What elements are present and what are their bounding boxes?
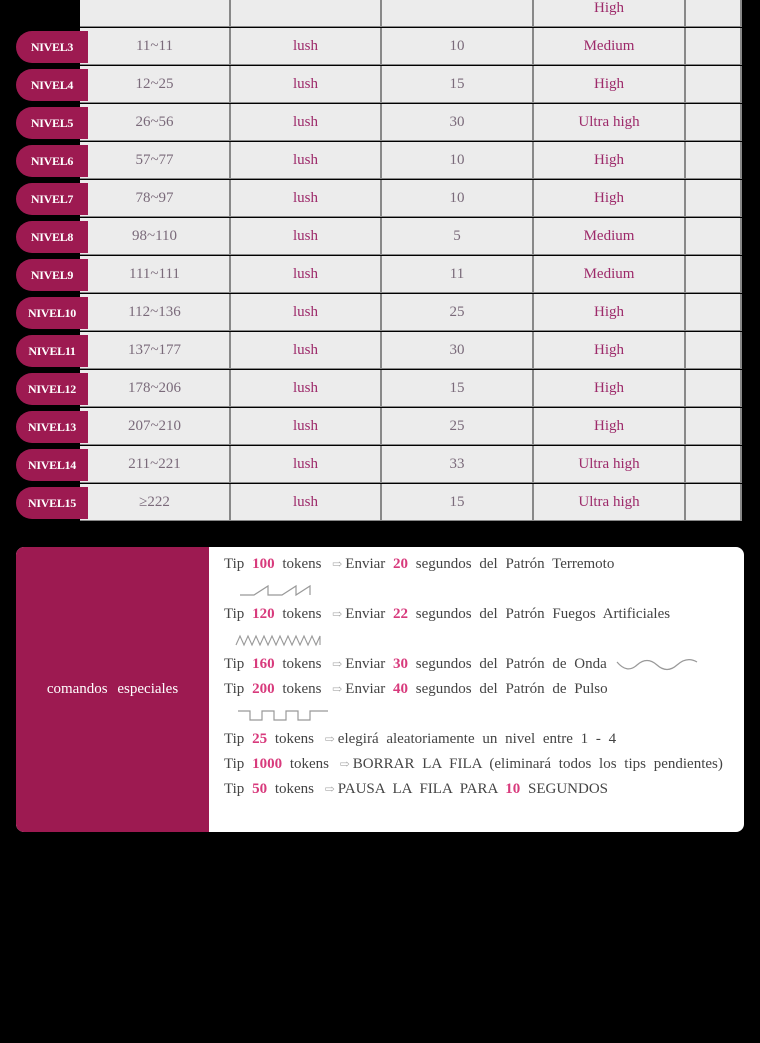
sawtooth-icon: [224, 577, 734, 602]
level-range-cell: 26~56: [80, 104, 231, 141]
special-commands-label: comandos especiales: [16, 547, 209, 832]
square-wave-icon: [224, 702, 734, 727]
level-intensity-cell: High: [534, 0, 686, 27]
level-extra-cell: [686, 256, 742, 293]
level-range-cell: [80, 0, 231, 27]
level-badge: NIVEL7: [16, 183, 88, 215]
level-row: [16, 180, 742, 218]
level-row: [16, 370, 742, 408]
sine-wave-icon: [615, 658, 699, 672]
command-unit: tokens: [289, 756, 329, 772]
command-action: elegirá aleatoriamente un nivel entre 1 - 4: [337, 731, 617, 747]
command-amount: 120: [252, 606, 275, 622]
level-extra-cell: [686, 28, 742, 65]
command-value: 22: [393, 606, 409, 622]
level-row: [16, 218, 742, 256]
level-intensity-cell: Ultra high: [534, 484, 686, 521]
level-extra-cell: [686, 332, 742, 369]
level-range-cell: ≥222: [80, 484, 231, 521]
level-extra-cell: [686, 294, 742, 331]
level-pattern-cell: lush: [231, 104, 382, 141]
level-range-cell: 211~221: [80, 446, 231, 483]
level-pattern-cell: lush: [231, 408, 382, 445]
arrow-icon: ⇨: [332, 657, 343, 671]
command-unit: tokens: [274, 781, 314, 797]
command-action: Enviar: [345, 681, 386, 697]
level-seconds-cell: 30: [382, 332, 534, 369]
command-amount: 200: [252, 681, 275, 697]
command-prefix: Tip: [224, 656, 245, 672]
command-line: [224, 652, 734, 677]
command-value: 10: [505, 781, 521, 797]
special-commands-panel: [16, 547, 744, 832]
level-pattern-cell: lush: [231, 256, 382, 293]
arrow-icon: ⇨: [339, 757, 350, 771]
level-extra-cell: [686, 218, 742, 255]
level-pattern-cell: lush: [231, 370, 382, 407]
command-line: [224, 552, 734, 577]
command-suffix: segundos del Patrón Fuegos Artificiales: [415, 606, 671, 622]
level-seconds-cell: 25: [382, 294, 534, 331]
level-pattern-cell: lush: [231, 484, 382, 521]
level-extra-cell: [686, 446, 742, 483]
command-action: PAUSA LA FILA PARA: [337, 781, 498, 797]
command-amount: 25: [252, 731, 268, 747]
arrow-icon: ⇨: [332, 682, 343, 696]
level-range-cell: 111~111: [80, 256, 231, 293]
level-seconds-cell: 10: [382, 142, 534, 179]
level-extra-cell: [686, 0, 742, 27]
level-range-cell: 57~77: [80, 142, 231, 179]
level-intensity-cell: Medium: [534, 218, 686, 255]
level-intensity-cell: High: [534, 332, 686, 369]
level-seconds-cell: 25: [382, 408, 534, 445]
level-row: [16, 332, 742, 370]
level-row: [16, 256, 742, 294]
command-amount: 160: [252, 656, 275, 672]
level-badge: NIVEL5: [16, 107, 88, 139]
command-prefix: Tip: [224, 756, 245, 772]
command-action: Enviar: [345, 556, 386, 572]
level-row: [16, 446, 742, 484]
command-amount: 50: [252, 781, 268, 797]
level-intensity-cell: High: [534, 294, 686, 331]
level-intensity-cell: High: [534, 180, 686, 217]
command-value: 20: [393, 556, 409, 572]
level-badge: NIVEL4: [16, 69, 88, 101]
level-seconds-cell: 5: [382, 218, 534, 255]
level-pattern-cell: lush: [231, 332, 382, 369]
level-badge: NIVEL11: [16, 335, 88, 367]
level-extra-cell: [686, 142, 742, 179]
level-pattern-cell: lush: [231, 66, 382, 103]
arrow-icon: ⇨: [324, 732, 335, 746]
command-value: 30: [393, 656, 409, 672]
command-suffix: SEGUNDOS: [528, 781, 609, 797]
level-pattern-cell: lush: [231, 446, 382, 483]
level-row: [16, 484, 742, 522]
command-prefix: Tip: [224, 731, 245, 747]
level-intensity-cell: High: [534, 66, 686, 103]
level-pattern-cell: [231, 0, 382, 27]
special-commands-list: [224, 552, 734, 802]
level-seconds-cell: 33: [382, 446, 534, 483]
level-extra-cell: [686, 180, 742, 217]
command-unit: tokens: [282, 656, 322, 672]
command-action: Enviar: [345, 606, 386, 622]
level-seconds-cell: 30: [382, 104, 534, 141]
command-line: [224, 602, 734, 627]
level-row: [16, 294, 742, 332]
command-action: BORRAR LA FILA (eliminará todos los tips pendientes): [352, 756, 723, 772]
level-extra-cell: [686, 66, 742, 103]
command-suffix: segundos del Patrón Terremoto: [415, 556, 615, 572]
level-row: [16, 66, 742, 104]
command-line: [224, 727, 734, 752]
level-seconds-cell: [382, 0, 534, 27]
level-row: [16, 104, 742, 142]
command-unit: tokens: [274, 731, 314, 747]
command-prefix: Tip: [224, 606, 245, 622]
level-range-cell: 178~206: [80, 370, 231, 407]
level-row: [16, 28, 742, 66]
command-prefix: Tip: [224, 556, 245, 572]
arrow-icon: ⇨: [332, 607, 343, 621]
level-intensity-cell: Ultra high: [534, 104, 686, 141]
level-badge: NIVEL12: [16, 373, 88, 405]
command-amount: 1000: [252, 756, 283, 772]
command-prefix: Tip: [224, 781, 245, 797]
level-row: [16, 408, 742, 446]
level-intensity-cell: High: [534, 408, 686, 445]
level-seconds-cell: 10: [382, 180, 534, 217]
command-amount: 100: [252, 556, 275, 572]
level-intensity-cell: Medium: [534, 256, 686, 293]
level-badge: NIVEL13: [16, 411, 88, 443]
level-range-cell: 78~97: [80, 180, 231, 217]
command-suffix: segundos del Patrón de Onda: [415, 656, 607, 672]
level-intensity-cell: High: [534, 142, 686, 179]
command-prefix: Tip: [224, 681, 245, 697]
level-range-cell: 12~25: [80, 66, 231, 103]
command-line: [224, 777, 734, 802]
level-pattern-cell: lush: [231, 294, 382, 331]
command-unit: tokens: [282, 556, 322, 572]
level-pattern-cell: lush: [231, 218, 382, 255]
level-range-cell: 98~110: [80, 218, 231, 255]
level-pattern-cell: lush: [231, 142, 382, 179]
level-extra-cell: [686, 370, 742, 407]
level-range-cell: 137~177: [80, 332, 231, 369]
level-seconds-cell: 15: [382, 66, 534, 103]
arrow-icon: ⇨: [324, 782, 335, 796]
level-badge: NIVEL3: [16, 31, 88, 63]
command-unit: tokens: [282, 681, 322, 697]
level-badge: NIVEL15: [16, 487, 88, 519]
level-extra-cell: [686, 408, 742, 445]
level-row: [16, 142, 742, 180]
level-pattern-cell: lush: [231, 180, 382, 217]
level-pattern-cell: lush: [231, 28, 382, 65]
level-seconds-cell: 10: [382, 28, 534, 65]
level-badge: NIVEL8: [16, 221, 88, 253]
level-intensity-cell: Ultra high: [534, 446, 686, 483]
level-intensity-cell: Medium: [534, 28, 686, 65]
command-line: [224, 752, 734, 777]
level-intensity-cell: High: [534, 370, 686, 407]
command-line: [224, 677, 734, 702]
level-seconds-cell: 15: [382, 370, 534, 407]
level-badge: NIVEL9: [16, 259, 88, 291]
level-row: [16, 0, 742, 28]
level-range-cell: 11~11: [80, 28, 231, 65]
command-unit: tokens: [282, 606, 322, 622]
command-value: 40: [393, 681, 409, 697]
level-badge: NIVEL6: [16, 145, 88, 177]
level-extra-cell: [686, 104, 742, 141]
level-badge: NIVEL10: [16, 297, 88, 329]
level-seconds-cell: 15: [382, 484, 534, 521]
arrow-icon: ⇨: [332, 557, 343, 571]
level-badge: NIVEL14: [16, 449, 88, 481]
level-range-cell: 112~136: [80, 294, 231, 331]
command-suffix: segundos del Patrón de Pulso: [415, 681, 608, 697]
level-extra-cell: [686, 484, 742, 521]
command-action: Enviar: [345, 656, 386, 672]
level-range-cell: 207~210: [80, 408, 231, 445]
level-seconds-cell: 11: [382, 256, 534, 293]
firework-wave-icon: [224, 627, 734, 652]
